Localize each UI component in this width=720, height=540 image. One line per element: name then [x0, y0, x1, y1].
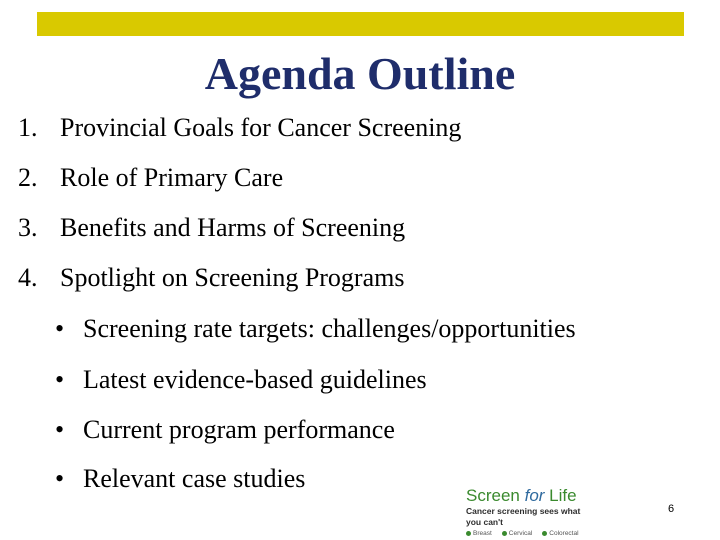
bullet-icon: •: [55, 314, 65, 343]
slide-title: Agenda Outline: [204, 48, 516, 99]
bullet-icon: •: [55, 415, 65, 444]
sub-bullet: [55, 414, 395, 446]
logo-program: [466, 530, 492, 537]
item-text: Role of Primary Care: [60, 163, 284, 192]
page-number: 6: [668, 503, 675, 515]
logo-word-life: Life: [544, 486, 577, 505]
logo-program: [502, 530, 532, 537]
logo-programs: [466, 530, 596, 537]
logo-program: [542, 530, 578, 537]
dot-icon: [542, 531, 547, 536]
dot-icon: [466, 531, 471, 536]
screen-for-life-logo: [466, 486, 596, 537]
logo-tagline: Cancer screening sees what you can't: [466, 506, 581, 527]
sub-bullet: [55, 463, 305, 495]
bullet-icon: •: [55, 365, 65, 394]
program-label: Colorectal: [549, 530, 579, 537]
logo-word-screen: Screen: [466, 486, 525, 505]
item-number: 3.: [18, 213, 38, 242]
logo-wordmark: [466, 486, 596, 506]
bullet-icon: •: [55, 464, 65, 493]
top-accent-bar: [37, 12, 684, 36]
agenda-item: [18, 262, 404, 294]
bullet-text: Screening rate targets: challenges/opportunities: [83, 314, 576, 343]
item-number: 2.: [18, 163, 38, 192]
bullet-text: Relevant case studies: [83, 464, 306, 493]
sub-bullet: [55, 364, 427, 396]
dot-icon: [502, 531, 507, 536]
item-number: 1.: [18, 113, 38, 142]
logo-word-for: for: [524, 486, 545, 505]
program-label: Cervical: [508, 530, 533, 537]
item-number: 4.: [18, 263, 38, 292]
bullet-text: Current program performance: [83, 415, 395, 444]
item-text: Benefits and Harms of Screening: [60, 213, 406, 242]
agenda-item: [18, 112, 461, 144]
item-text: Provincial Goals for Cancer Screening: [60, 113, 462, 142]
sub-bullet: [55, 313, 576, 345]
item-text: Spotlight on Screening Programs: [60, 263, 405, 292]
bullet-text: Latest evidence-based guidelines: [83, 365, 427, 394]
agenda-item: [18, 162, 283, 194]
agenda-item: [18, 212, 405, 244]
program-label: Breast: [473, 530, 492, 537]
